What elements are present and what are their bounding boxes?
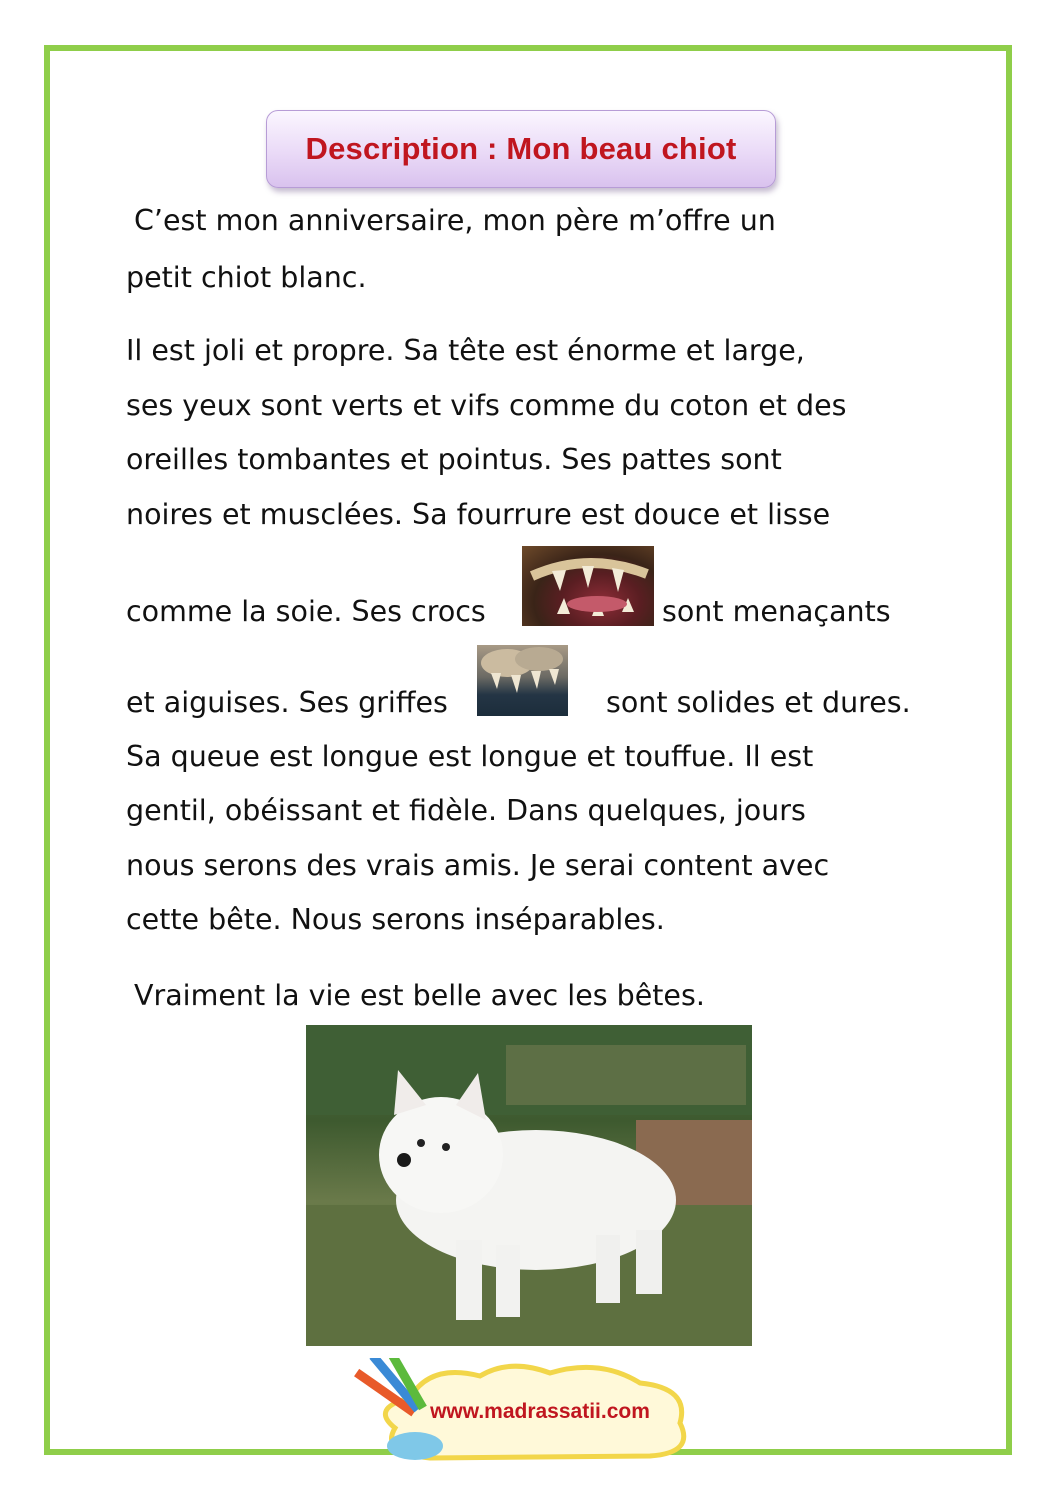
puppy-drawing <box>306 1025 752 1346</box>
claws-drawing <box>477 645 568 716</box>
text-line: nous serons des vrais amis. Je serai content avec <box>126 849 830 882</box>
fangs-drawing <box>522 546 654 626</box>
text-line: gentil, obéissant et fidèle. Dans quelques, jours <box>126 794 806 827</box>
page-title: Description : Mon beau chiot <box>305 131 737 166</box>
text-line: cette bête. Nous serons inséparables. <box>126 903 665 936</box>
text-line: comme la soie. Ses crocs <box>126 595 486 628</box>
title-banner <box>266 110 776 188</box>
dog-fangs-image <box>522 546 654 626</box>
text-line: Vraiment la vie est belle avec les bêtes. <box>134 979 705 1012</box>
white-puppy-photo <box>306 1025 752 1346</box>
text-line: oreilles tombantes et pointus. Ses pattes sont <box>126 443 782 476</box>
text-line: ses yeux sont verts et vifs comme du coton et des <box>126 389 847 422</box>
text-line: et aiguises. Ses griffes <box>126 686 448 719</box>
text-line: sont menaçants <box>662 595 891 628</box>
dog-claws-image <box>477 645 568 716</box>
text-line: C’est mon anniversaire, mon père m’offre un <box>134 204 776 237</box>
text-line: sont solides et dures. <box>606 686 911 719</box>
site-url: www.madrassatii.com <box>430 1400 650 1423</box>
text-line: Sa queue est longue est longue et touffue. Il est <box>126 740 814 773</box>
text-line: Il est joli et propre. Sa tête est énorme et large, <box>126 334 805 367</box>
text-line: petit chiot blanc. <box>126 261 367 294</box>
text-line: noires et musclées. Sa fourrure est douce et lisse <box>126 498 831 531</box>
